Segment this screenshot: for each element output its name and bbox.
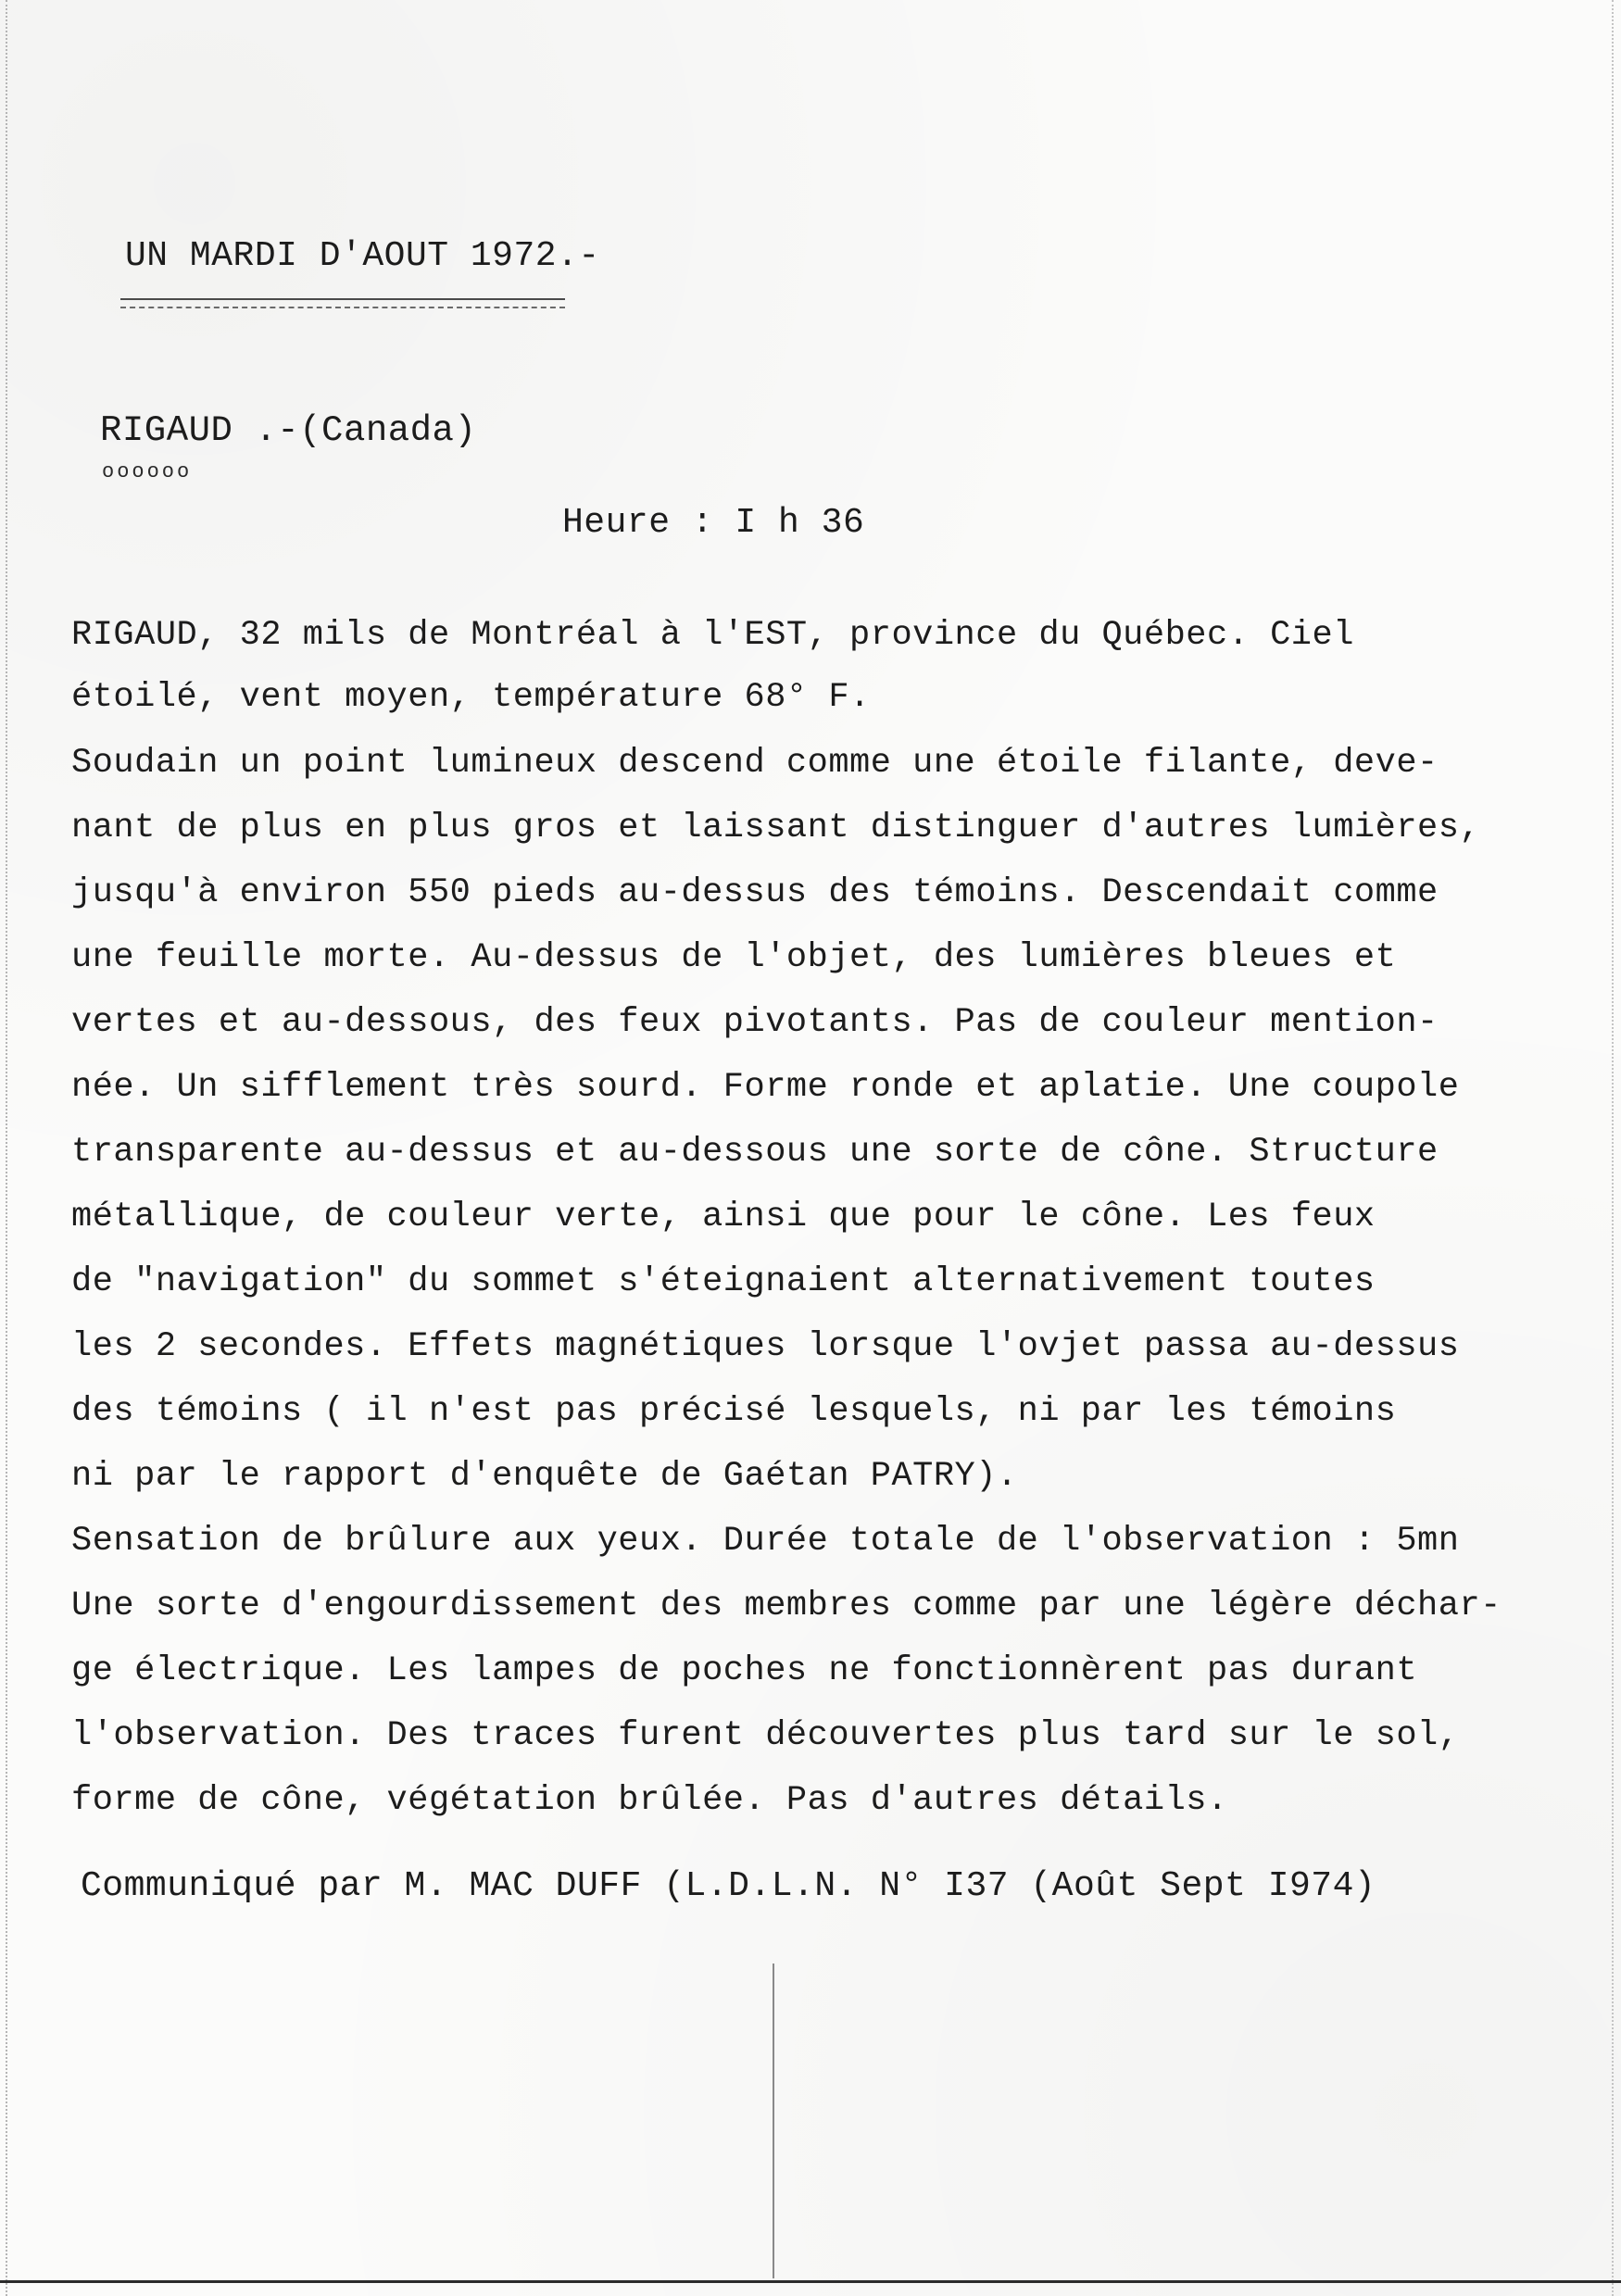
report-line-9: transparente au-dessus et au-dessous une sorte de cône. Structure — [71, 1133, 1439, 1172]
report-line-15: Sensation de brûlure aux yeux. Durée totale de l'observation : 5mn — [71, 1522, 1460, 1561]
bottom-border-line — [0, 2280, 1621, 2283]
location-underline-mark: oooooo — [102, 460, 193, 483]
source-attribution: Communiqué par M. MAC DUFF (L.D.L.N. N° I37 (Août Sept I974) — [81, 1866, 1376, 1906]
report-line-19: forme de cône, végétation brûlée. Pas d'autres détails. — [71, 1781, 1228, 1820]
report-line-10: métallique, de couleur verte, ainsi que pour le cône. Les feux — [71, 1198, 1376, 1236]
observation-hour: Heure : I h 36 — [562, 503, 865, 543]
date-heading-underline — [120, 298, 565, 308]
report-line-3: Soudain un point lumineux descend comme une étoile filante, deve- — [71, 744, 1439, 783]
right-scan-edge — [1609, 0, 1614, 2296]
report-line-16: Une sorte d'engourdissement des membres comme par une légère déchar- — [71, 1587, 1502, 1625]
report-line-7: vertes et au-dessous, des feux pivotants. Pas de couleur mention- — [71, 1003, 1439, 1042]
report-line-12: les 2 secondes. Effets magnétiques lorsque l'ovjet passa au-dessus — [71, 1327, 1460, 1366]
report-line-17: ge électrique. Les lampes de poches ne fonctionnèrent pas durant — [71, 1651, 1418, 1690]
report-line-6: une feuille morte. Au-dessus de l'objet, des lumières bleues et — [71, 938, 1397, 977]
report-line-1: RIGAUD, 32 mils de Montréal à l'EST, province du Québec. Ciel — [71, 616, 1354, 655]
report-line-14: ni par le rapport d'enquête de Gaétan PATRY). — [71, 1457, 1018, 1496]
report-line-13: des témoins ( il n'est pas précisé lesquels, ni par les témoins — [71, 1392, 1397, 1431]
left-scan-edge — [6, 0, 10, 2296]
report-line-11: de "navigation" du sommet s'éteignaient alternativement toutes — [71, 1262, 1376, 1301]
report-line-2: étoilé, vent moyen, température 68° F. — [71, 678, 871, 717]
vertical-fold-line — [773, 1964, 774, 2278]
report-line-4: nant de plus en plus gros et laissant distinguer d'autres lumières, — [71, 809, 1481, 847]
location-heading: RIGAUD .-(Canada) — [100, 410, 477, 451]
date-heading: UN MARDI D'AOUT 1972.- — [125, 236, 600, 276]
report-line-18: l'observation. Des traces furent découvertes plus tard sur le sol, — [71, 1716, 1460, 1755]
report-line-5: jusqu'à environ 550 pieds au-dessus des témoins. Descendait comme — [71, 873, 1439, 912]
report-line-8: née. Un sifflement très sourd. Forme ronde et aplatie. Une coupole — [71, 1068, 1460, 1107]
